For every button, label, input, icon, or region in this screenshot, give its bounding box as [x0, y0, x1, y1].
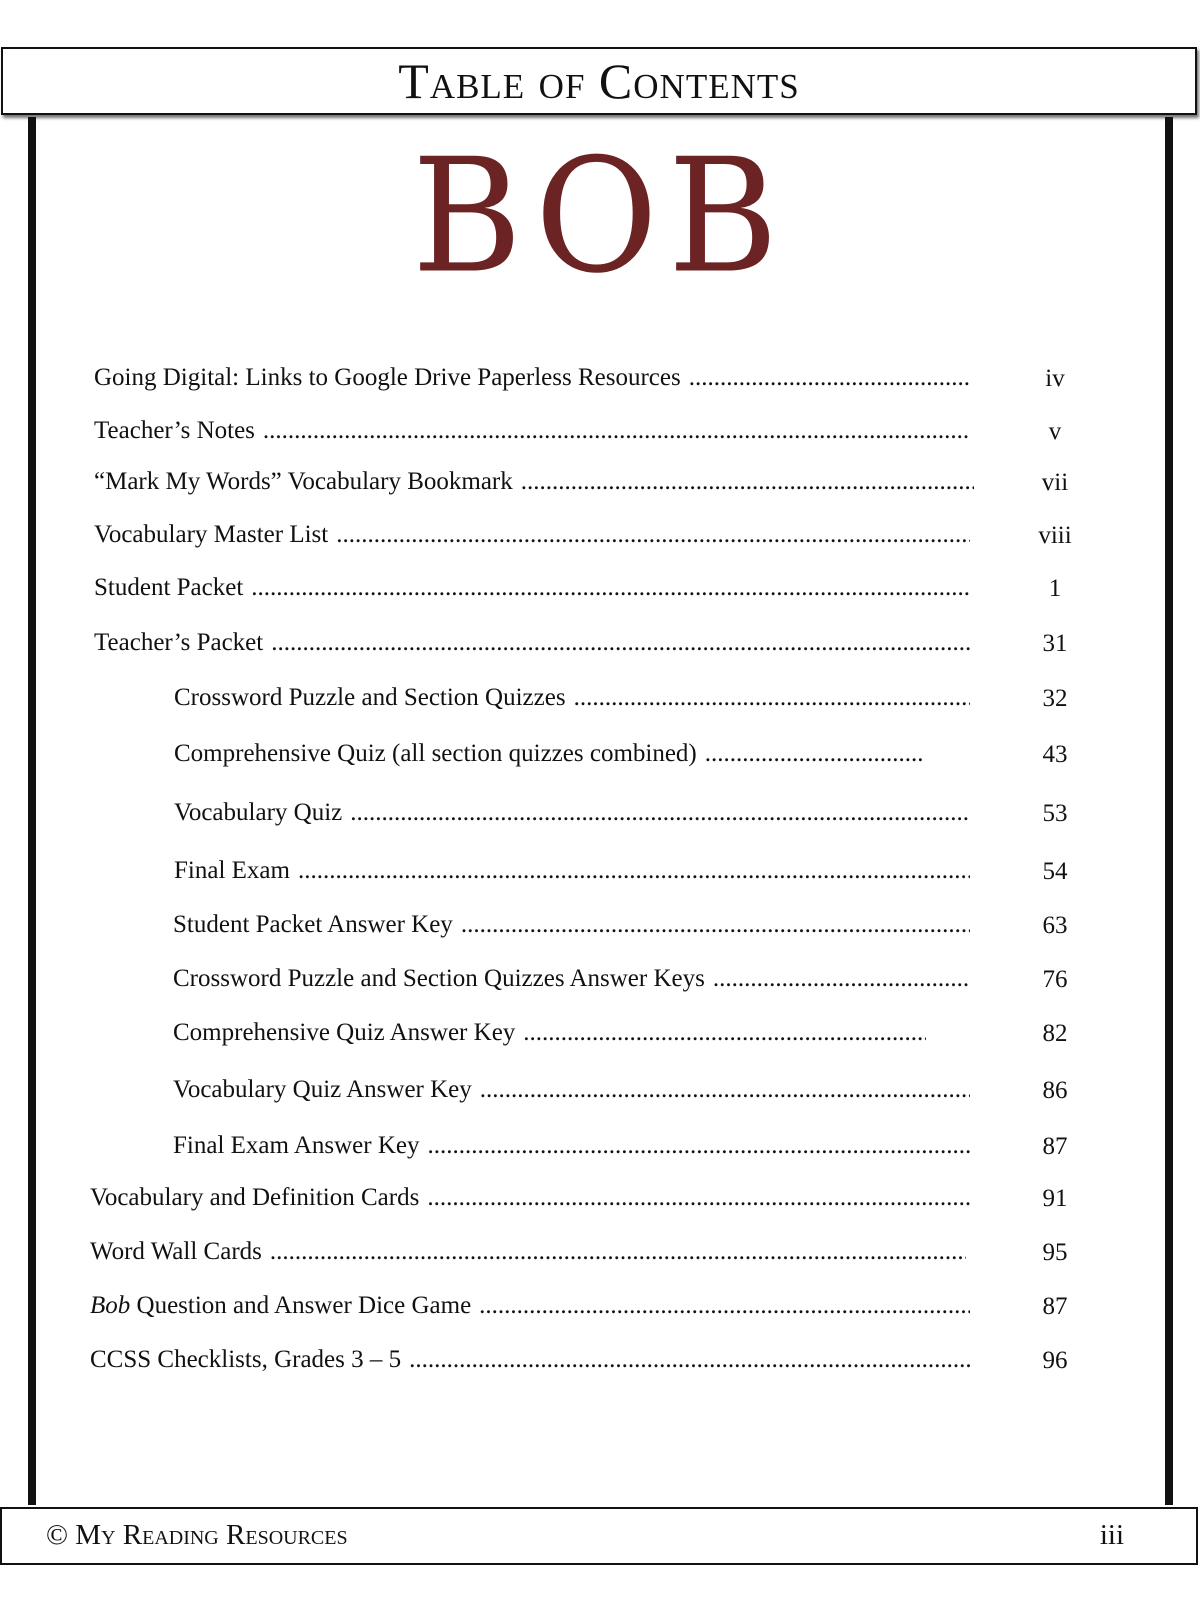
toc-entry-crossword-quizzes[interactable]: [174, 683, 970, 713]
toc-entry-title: Comprehensive Quiz (all section quizzes combined): [174, 740, 697, 767]
toc-page-number: 1: [1048, 575, 1062, 602]
toc-entry-title: [90, 1291, 479, 1321]
toc-page-number: iv: [1045, 365, 1065, 392]
toc-entry-title: Student Packet: [94, 574, 244, 601]
toc-entry-title: Vocabulary and Definition Cards: [90, 1184, 420, 1211]
toc-entry-title: Student Packet Answer Key: [173, 911, 453, 938]
dot-leader: [271, 628, 970, 658]
dot-leader: [689, 363, 970, 393]
toc-entry-teachers-notes[interactable]: [94, 416, 970, 446]
toc-entry-vocabulary-master-list[interactable]: [94, 520, 970, 550]
toc-page-number: 54: [1042, 858, 1068, 885]
dot-leader: [479, 1291, 970, 1321]
toc-page-number: 32: [1042, 685, 1068, 712]
toc-entry-title: Word Wall Cards: [90, 1238, 262, 1265]
toc-entry-student-packet[interactable]: [94, 573, 970, 603]
toc-entry-title: Vocabulary Quiz Answer Key: [173, 1076, 472, 1103]
toc-page-number: 87: [1042, 1293, 1068, 1320]
toc-entry-title: Vocabulary Master List: [94, 521, 329, 548]
toc-entry-title: Comprehensive Quiz Answer Key: [173, 1019, 516, 1046]
toc-page-number: 63: [1042, 912, 1068, 939]
toc-entry-definition-cards[interactable]: [90, 1183, 970, 1213]
toc-entry-title: Final Exam Answer Key: [173, 1132, 420, 1159]
dot-leader: [263, 416, 970, 446]
toc-page-number: vii: [1041, 469, 1069, 496]
toc-entry-vocabulary-bookmark[interactable]: [94, 467, 974, 497]
toc-entry-vocabulary-quiz-key[interactable]: [173, 1075, 970, 1105]
dot-leader: [251, 573, 970, 603]
toc-page-number: 82: [1042, 1020, 1068, 1047]
toc-entry-title: Teacher’s Notes: [94, 417, 255, 444]
toc-entry-vocabulary-quiz[interactable]: [174, 798, 970, 828]
dot-leader: [523, 1018, 926, 1048]
toc-entry-final-exam[interactable]: [174, 856, 970, 886]
toc-page-number: 43: [1042, 741, 1068, 768]
dot-leader: [713, 964, 970, 994]
toc-entry-title: Crossword Puzzle and Section Quizzes Answer Keys: [173, 965, 705, 992]
toc-entry-title: Going Digital: Links to Google Drive Paperless Resources: [94, 364, 681, 391]
left-border-bar: [28, 117, 36, 1505]
toc-entry-title: Crossword Puzzle and Section Quizzes: [174, 684, 566, 711]
toc-page-number: 76: [1042, 966, 1068, 993]
dot-leader: [521, 467, 974, 497]
dot-leader: [427, 1183, 970, 1213]
dot-leader: [350, 798, 970, 828]
toc-entry-crossword-quizzes-keys[interactable]: [173, 964, 970, 994]
dot-leader: [336, 520, 970, 550]
toc-entry-comprehensive-quiz[interactable]: [174, 739, 922, 769]
dot-leader: [298, 856, 970, 886]
toc-page-number: 96: [1042, 1347, 1068, 1374]
toc-page-number: 86: [1042, 1077, 1068, 1104]
book-name-italic: Bob: [90, 1292, 131, 1319]
toc-entry-going-digital[interactable]: [94, 363, 970, 393]
toc-entry-title: Final Exam: [174, 857, 290, 884]
toc-page-number: 87: [1042, 1133, 1068, 1160]
toc-page-number: 53: [1042, 800, 1068, 827]
toc-entry-title: CCSS Checklists, Grades 3 – 5: [90, 1346, 402, 1373]
toc-entry-student-packet-key[interactable]: [173, 910, 970, 940]
toc-entry-title: Vocabulary Quiz: [174, 799, 343, 826]
toc-entry-title: Teacher’s Packet: [94, 629, 264, 656]
footer-page-number: iii: [1099, 1519, 1124, 1551]
page-footer: [0, 1507, 1198, 1565]
toc-entry-ccss-checklists[interactable]: [90, 1345, 970, 1375]
toc-entry-title: “Mark My Words” Vocabulary Bookmark: [94, 468, 513, 495]
page-title: Table of Contents: [398, 53, 800, 109]
right-border-bar: [1165, 117, 1173, 1505]
toc-page-number: 91: [1042, 1185, 1068, 1212]
dot-leader: [409, 1345, 970, 1375]
dot-leader: [270, 1237, 966, 1267]
book-title: BOB: [411, 125, 789, 309]
dot-leader: [427, 1131, 970, 1161]
toc-entry-dice-game[interactable]: [90, 1291, 970, 1321]
page-header: [1, 47, 1197, 115]
copyright-text: © My Reading Resources: [46, 1519, 348, 1551]
toc-entry-word-wall-cards[interactable]: [90, 1237, 966, 1267]
toc-entry-title-rest: Question and Answer Dice Game: [130, 1292, 472, 1319]
dot-leader: [574, 683, 970, 713]
toc-page-number: v: [1048, 418, 1062, 445]
toc-page-number: 31: [1042, 630, 1068, 657]
dot-leader: [480, 1075, 970, 1105]
dot-leader: [461, 910, 970, 940]
dot-leader: [705, 739, 922, 769]
toc-entry-comprehensive-quiz-key[interactable]: [173, 1018, 926, 1048]
toc-entry-final-exam-key[interactable]: [173, 1131, 970, 1161]
toc-page-number: viii: [1038, 522, 1072, 549]
toc-page-number: 95: [1042, 1239, 1068, 1266]
toc-entry-teachers-packet[interactable]: [94, 628, 970, 658]
